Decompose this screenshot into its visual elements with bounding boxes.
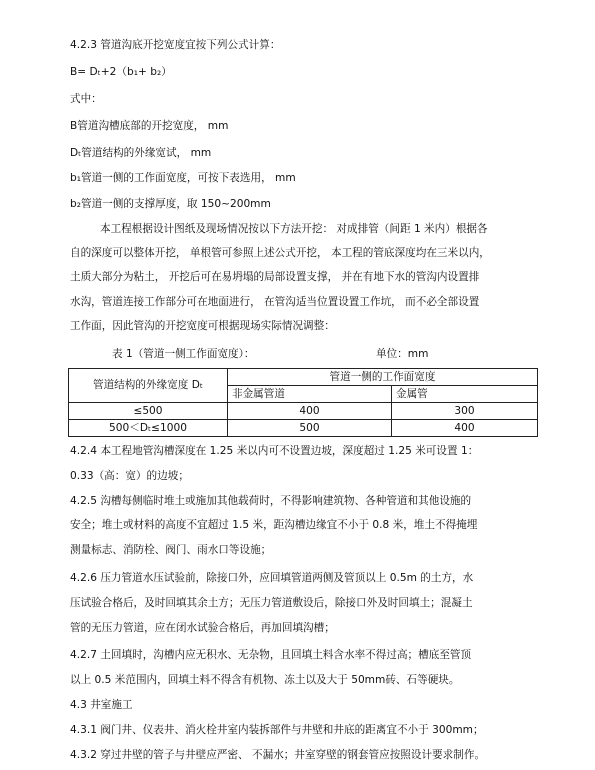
- definition-b1: b₁管道一侧的工作面宽度，可按下表选用， mm: [70, 172, 296, 184]
- table-cell-diameter: 500＜Dₜ≤1000: [69, 420, 228, 437]
- section-4-2-6-line: 压试验合格后，及时回填其余土方；无压力管道敷设后，除接口外及时回填土；混凝土: [70, 597, 473, 609]
- table-header-outer-width: 管道结构的外缘宽度 Dₜ: [69, 369, 228, 403]
- paragraph-line: 水沟，管道连接工作部分可在地面进行， 在管沟适当位置设置工作坑， 而不必全部设置: [70, 296, 480, 308]
- table-row: [69, 403, 538, 420]
- paragraph-line: 自的深度可以整体开挖， 单根管可参照上述公式开挖， 本工程的管底深度均在三米以内，: [70, 247, 490, 259]
- section-4-2-3-heading: 4.2.3 管道沟底开挖宽度宜按下列公式计算：: [70, 39, 281, 51]
- section-4-3-heading: 4.3 井室施工: [70, 699, 133, 711]
- paragraph-line: 本工程根据设计图纸及现场情况按以下方法开挖： 对成排管（间距 1 米内）根据各: [100, 223, 488, 235]
- section-4-3-1-line: 4.3.1 阀门井、仪表井、消火栓井室内装拆部件与井壁和井底的距离宜不小于 300mm；: [70, 724, 484, 736]
- section-4-2-6-line: 4.2.6 压力管道水压试验前，除接口外，应回填管道两侧及管顶以上 0.5m 的土方，水: [70, 572, 474, 584]
- table-header-work-width: 管道一侧的工作面宽度: [228, 369, 538, 386]
- section-4-2-5-line: 测量标志、消防栓、阀门、雨水口等设施；: [70, 544, 272, 556]
- section-4-2-6-line: 管的无压力管道，应在闭水试验合格后，再加回填沟槽；: [70, 622, 335, 634]
- section-4-2-7-line: 以上 0.5 米范围内，回填土料不得含有机物、冻土以及大于 50mm砖、石等硬块。: [70, 674, 460, 686]
- section-4-2-4-line: 0.33（高：宽）的边坡；: [70, 470, 189, 482]
- paragraph-line: 工作面，因此管沟的开挖宽度可根据现场实际情况调整：: [70, 320, 335, 332]
- table-cell-diameter: ≤500: [69, 403, 228, 420]
- table-cell-metal: 400: [392, 420, 538, 437]
- table-header-metal: 金属管: [392, 386, 538, 403]
- section-4-2-7-line: 4.2.7 土回填时，沟槽内应无积水、无杂物，且回填土料含水率不得过高；槽底至管顶: [70, 649, 472, 661]
- table-cell-nonmetal: 500: [228, 420, 392, 437]
- paragraph-line: 土质大部分为粘土， 开挖后可在易坍塌的局部设置支撑， 并在有地下水的管沟内设置排: [70, 271, 480, 283]
- where-label: 式中：: [70, 93, 102, 105]
- work-face-width-table: [68, 368, 538, 437]
- table-title: 表 1（管道一侧工作面宽度）：: [112, 348, 255, 360]
- definition-b2: b₂管道一侧的支撑厚度，取 150~200mm: [70, 198, 271, 210]
- table-header-nonmetal: 非金属管道: [228, 386, 392, 403]
- table-unit: 单位：mm: [376, 348, 429, 360]
- table-cell-nonmetal: 400: [228, 403, 392, 420]
- section-4-2-4-line: 4.2.4 本工程地管沟槽深度在 1.25 米以内可不设置边坡，深度超过 1.25 米可设置 1：: [70, 445, 479, 457]
- section-4-2-5-line: 4.2.5 沟槽每侧临时堆土或施加其他载荷时，不得影响建筑物、各种管道和其他设施的: [70, 495, 472, 507]
- formula: B= Dₜ+2（b₁+ b₂）: [70, 66, 172, 78]
- section-4-3-2-line: 4.3.2 穿过井壁的管子与井壁应严密、 不漏水；井室穿壁的钢套管应按照设计要求制作。: [70, 749, 486, 761]
- section-4-2-5-line: 安全；堆土或材料的高度不宜超过 1.5 米，距沟槽边缘宜不小于 0.8 米，堆土不得掩埋: [70, 519, 478, 531]
- definition-b: B管道沟槽底部的开挖宽度， mm: [70, 120, 229, 132]
- table-row: [69, 420, 538, 437]
- table-cell-metal: 300: [392, 403, 538, 420]
- definition-d: Dₜ管道结构的外缘宽试， mm: [70, 147, 212, 159]
